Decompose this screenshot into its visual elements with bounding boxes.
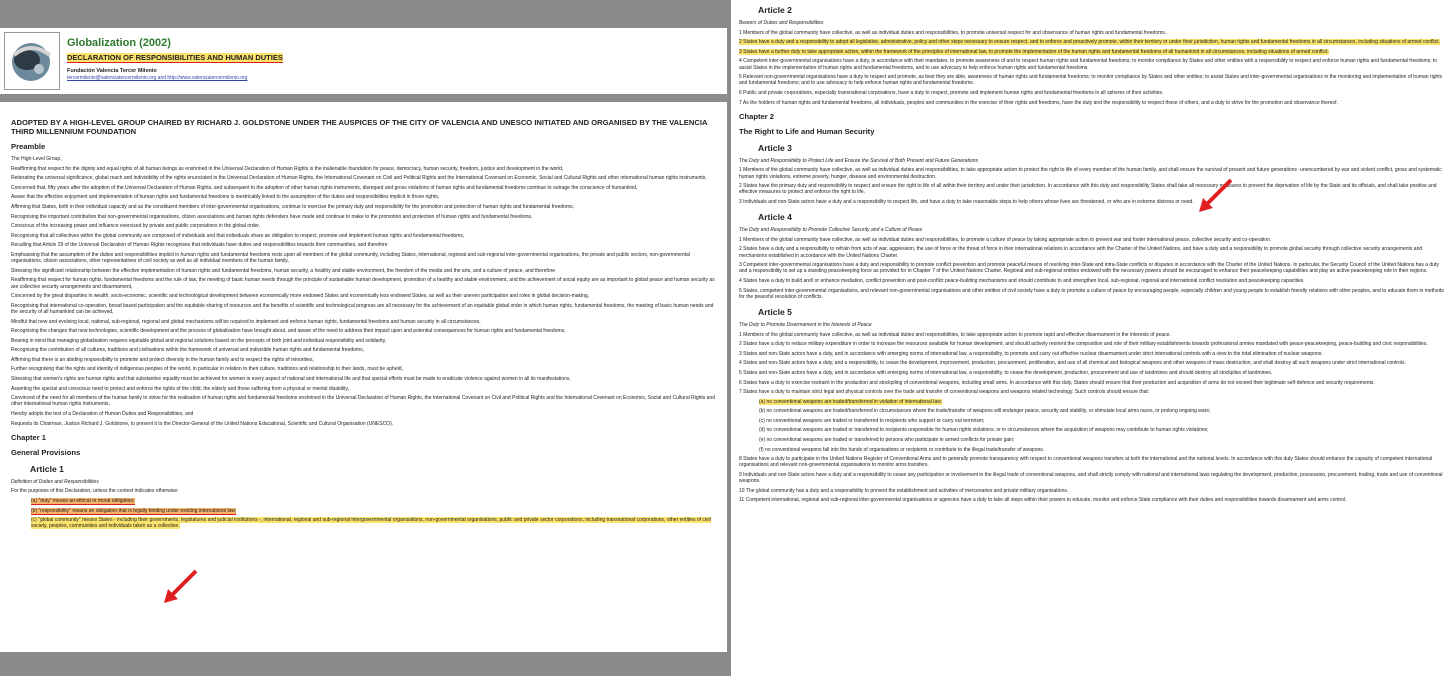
article-paragraph: 5 States, competent inter-governmental organisations, and relevant non-governmental organisations and other entities of civil society have a duty to promote a culture of peace by encouraging people, especially children and young people to establish friendly relations with other peoples, and to educate them in methods for the peaceful resolution of conflicts. (739, 287, 1444, 300)
preamble-paragraph: Affirming that there is an abiding responsibility to promote and protect diversity in the human family and to respect the rights of minorities, (11, 356, 314, 363)
article-paragraph: 2 States have the primary duty and responsibility to respect and ensure the right to life of all within their territory and under their jurisdiction. In accordance with this duty and responsibility States shall take all necessary measures to prevent the deprivation of life by the State and its officials, and shall take positive and effective measures to protect and enforce the right to life. (739, 183, 1437, 196)
preamble-paragraph: Recalling that Article 29 of the Universal Declaration of Human Rights recognises that individuals have duties and responsibilities towards their communities, and therefore (11, 242, 388, 249)
document-subtitle: DECLARATION OF RESPONSIBILITIES AND HUMAN DUTIES (67, 53, 283, 62)
preamble-paragraph: Reiterating the universal significance, global reach and indivisibility of the rights enunciated in the Universal Declaration of Human Rights, the International Covenant on Civil and Political Rights and the International Covenant on Economic, Social and Cultural Rights and other international human rights instruments, (11, 175, 707, 182)
chapter-heading: Chapter 1 (11, 432, 47, 442)
chapter-title: General Provisions (11, 447, 81, 457)
article-paragraph: 9 Individuals and non-State actors have a duty and a responsibility to cease any participation or involvement in the illegal trade of conventional weapons, and shall strictly comply with national and international laws regulating the development, production, possession, procurement, trading, trade and use of conventional weapons. (739, 472, 1443, 485)
preamble-paragraph: Affirming that States, both in their individual capacity and as the constituent members of inter-governmental organisations, continue to exercise the primary duty and responsibility for the promotion and protection of human rights and fundamental freedoms, (11, 203, 574, 210)
list-item: (e) no conventional weapons are traded or transferred to persons who participate in armed conflicts for private gain; (759, 437, 1015, 444)
list-item: (f) no conventional weapons fall into the hands of organisations or recipients or contribute to the illegal trade/transfer of weapons. (759, 446, 1045, 453)
article-paragraph: 4 States have a duty to build and/ or enhance mediation, conflict prevention and post-conflict peace-building mechanisms and should contribute to and strengthen local, sub-regional, regional and international conflict resolution and peacekeeping capacities. (739, 277, 1305, 284)
definition-item: (b) "responsibility" means an obligation that is legally binding under existing international law; (31, 507, 237, 514)
list-item: (d) no conventional weapons are traded or transferred to recipients responsible for human rights violations, or in circumstances where the acquisition of weapons may contribute to human rights violations; (759, 427, 1209, 434)
article-paragraph: 7 States have a duty to maintain strict legal and physical controls over the trade and transfer of conventional weapons and weapons related technology. Such controls should ensure that: (739, 389, 1150, 396)
article-paragraph: 6 States have a duty to exercise restraint in the production and stockpiling of conventional weapons, including small arms. In accordance with this duty, States should ensure that their production and acquisition of arms do not exceed their legitimate self-defence and security requirements. (739, 379, 1375, 386)
article-paragraph: 1 Members of the global community have collective, as well as individual duties and responsibilities, to promote universal respect for and observance of human rights and fundamental freedoms. (739, 29, 1167, 36)
article-paragraph: 3 Individuals and non-State actors have a duty and a responsibility to respect life, and have a duty to take reasonable steps to help others whose lives are threatened, or who are in extreme distress or need. (739, 198, 1194, 205)
article-paragraph: 3 States have a further duty to take appropriate action, within the framework of the principles of international law, to promote the implementation of the human rights and fundamental freedoms of all humankind in all circumstances, including situations of armed conflict. (739, 48, 1329, 55)
preamble-paragraph: Recognising that all collectives within the global community are composed of individuals and that individuals share an obligation to respect, promote and implement human rights and fundamental freedoms, (11, 232, 465, 239)
preamble-paragraph: Hereby adopts the text of a Declaration of Human Duties and Responsibilities, and (11, 411, 194, 418)
article-paragraph: 6 Public and private corporations, especially transnational corporations, have a duty to respect, promote and implement human rights and fundamental freedoms in all spheres of their activities. (739, 89, 1164, 96)
document-title: Globalization (2002) (67, 37, 171, 49)
document-header (0, 28, 727, 94)
red-arrow-icon (160, 567, 200, 607)
article-heading: Article 5 (758, 306, 792, 317)
preamble-paragraph: Requests its Chairman, Justice Richard J. Goldstone, to present it to the Director-General of the United Nations Educational, Scientific and Cultural Organisation (UNESCO). (11, 420, 394, 427)
article-paragraph: 4 States and non-State actors have a duty, and a responsibility, to cease the development, improvement, production, procurement, proliferation, and use of all chemical and biological weapons and other weapons of mass destruction, and shall destroy all such weapons under strict international controls. (739, 360, 1406, 367)
list-item: (b) no conventional weapons are traded/transferred in circumstances where the trade/transfer of weapons will endanger peace, security and stability, or stimulate local arms races, or prolong ongoing wars; (759, 408, 1211, 415)
preamble-paragraph: Emphasising that the assumption of the duties and responsibilities implicit in human rights and fundamental freedoms rests upon all members of the global community, including States, international, regional and sub-regional inter-governmental organisations, the private and public sectors, non-governmental organisations, citizen associations, other representatives of civil society as well as all individual members of the human family, (11, 251, 690, 265)
article-paragraph: 1 Members of the global community have collective, as well as individual duties and responsibilities, to take appropriate action to promote rapid and effective disarmament in the interests of peace. (739, 331, 1171, 338)
preamble-paragraph: Concerned that, fifty years after the adoption of the Universal Declaration of Human Rights, and subsequent to the adoption of other human rights instruments, disregard and gross violations of human rights and fundamental freedoms continue to outrage the conscience of humankind, (11, 184, 638, 191)
article-subtitle: Definition of Duties and Responsibilities (11, 478, 99, 485)
preamble-paragraph: Aware that the effective enjoyment and implementation of human rights and fundamental freedoms is inextricably linked to the assumption of the duties and responsibilities implicit in those rights, (11, 194, 440, 201)
article-paragraph: 2 States have a duty to reduce military expenditure in order to increase the resources available for human development, and should actively reorient the composition and role of their military establishments towards professional armies mandated with peace-peacekeeping, peace-building and civic responsibilities. (739, 341, 1428, 348)
article-paragraph: 8 States have a duty to participate in the United Nations Register of Conventional Arms and to generally promote transparency with respect to conventional weapons transfers at both the international and the national levels. In accordance with this duty States should enhance the capacity of competent international organisations and relevant non-governmental organisations to monitor arms transfers. (739, 456, 1433, 469)
preamble-paragraph: Further recognising that the rights and identity of indigenous peoples of the world, in particular in relation to their culture, traditions and relationship to their lands, must be upheld, (11, 366, 403, 373)
article-paragraph: 2 States have a duty and a responsibility to refrain from acts of war, aggression, the use of force or the threat of force in their international relations in accordance with the Charter of the United Nations, and have a duty and a responsibility to promote global security through collective security arrangements and mechanisms established in accordance with the United Nations Charter. (739, 246, 1423, 259)
adoption-title: ADOPTED BY A HIGH-LEVEL GROUP CHAIRED BY RICHARD J. GOLDSTONE UNDER THE AUSPICES OF THE CITY OF VALENCIA AND UNESCO INITIATED AND ORGANISED BY THE VALENCIA THIRD MILLENNIUM FOUNDATION (11, 118, 708, 136)
article-subtitle: The Duty and Responsibility to Promote Collective Security and a Culture of Peace (739, 227, 923, 234)
article-paragraph: 5 States and non-State actors have a duty, and in accordance with emerging norms of international law, a responsibility, to cease the development, production, procurement and use of landmines and should destroy all stockpiles of landmines. (739, 369, 1273, 376)
article-paragraph: 10 The global community has a duty and a responsibility to prevent the establishment and activities of mercenaries and private military organisations. (739, 487, 1069, 494)
list-item: (a) no conventional weapons are traded/transferred in violation of international law; (759, 398, 943, 405)
preamble-paragraph: The High-Level Group, (11, 156, 62, 162)
article-heading: Article 3 (758, 142, 792, 153)
article-paragraph: 3 Competent inter-governmental organisations have a duty and responsibility to promote conflict prevention and promote peaceful means of resolving inter-State and intra-State conflicts or disputes in accordance with the Charter of the United Nations. In particular, the Security Council of the United Nations has a duty and a responsibility to set up a standing peacekeeping force as provided for in Chapter 7 of the United Nations Charter. Regional and sub-regional entities endowed with the necessary powers should be encouraged to enhance their peacekeeping capabilities and play an active peacekeeping role in their regions. (739, 262, 1439, 275)
left-page (0, 102, 727, 652)
article-paragraph: 2 States have a duty and a responsibility to adopt all legislative, administrative, policy and other steps necessary to ensure respect, and to enforce and proactively promote, within their territory or under their jurisdiction, human rights and fundamental freedoms in all circumstances, including situations of armed conflict. (739, 39, 1440, 46)
preamble-paragraph: Concerned by the great disparities in wealth, socio-economic, scientific and technological development between economically more endowed States and economically less endowed States, as well as their uneven participation and roles in global decision-making, (11, 293, 590, 300)
preamble-paragraph: Stressing that women's rights are human rights and that substantive equality must be achieved for women in every aspect of national and international life and that special efforts must be made to eradicate violence against women in all its manifestations, (11, 376, 571, 383)
preamble-paragraph: Recognising the contribution of all cultures, traditions and civilisations within the framework of universal and indivisible human rights and fundamental freedoms, (11, 347, 364, 354)
definition-item: (c) "global community" means States - including their governments, legislatures and judicial institutions -, international, regional and sub-regional intergovernmental organisations, non-governmental organisations, public and private sector corporations, including transnational corporations, other entities of civil society, peoples, communities and individuals taken as a collective. (31, 517, 711, 530)
preamble-paragraph: Asserting the special and conscious need to protect and enforce the rights of the child, the elderly and those suffering from a physical or mental disability, (11, 385, 350, 392)
article-subtitle: The Duty and Responsibility to Protect Life and Ensure the Survival of Both Present and Future Generations (739, 157, 979, 164)
article-paragraph: 5 Relevant non-governmental organisations have a duty to respect and promote, as best they are able, awareness of human rights and fundamental freedoms; to monitor compliance by States and other entities; to assist States and inter-governmental organisations in the monitoring and implementation of human rights and fundamental freedoms; and to use advocacy to help enforce human rights and fundamental freedoms. (739, 74, 1443, 87)
article-paragraph: 1 Members of the global community have collective, as well as individual duties and responsibilities, to take appropriate action to protect the right to life of every member of the human family, and shall ensure the survival of present and future generations -unencumbered by war and violent conflict, gross and systematic human rights violations, extreme poverty, hunger, disease and environmental destruction. (739, 167, 1442, 180)
globe-logo-icon (4, 32, 60, 90)
preamble-paragraph: Stressing the significant relationship between the effective implementation of human rights and fundamental freedoms, human security, a healthy and stable environment, the freedom of the media and the arts, and a culture of peace, and therefore (11, 267, 556, 274)
preamble-paragraph: Convinced of the need for all members of the human family to strive for the realisation of human rights and fundamental freedoms enshrined in the Universal Declaration of Human Rights, the International Covenant on Civil and Political Rights and the International Covenant on Economic, Social and Cultural Rights and other international human rights instruments, (11, 395, 715, 408)
article-paragraph: 7 As the holders of human rights and fundamental freedoms, all individuals, peoples and communities in the exercise of their rights and freedoms, have the duty and the responsibility to respect those of others, and a duty to strive for the promotion and observance thereof. (739, 99, 1338, 106)
article-subtitle: The Duty to Promote Disarmament in the Interests of Peace (739, 321, 872, 328)
article-intro: For the purposes of this Declaration, unless the context indicates otherwise: (11, 488, 179, 495)
preamble-paragraph: Conscious of the increasing power and influence exercised by private and public corporations in the global order, (11, 223, 261, 230)
article-paragraph: 1 Members of the global community have collective, as well as individual duties and responsibilities, to promote a culture of peace by taking appropriate action to prevent war and foster international peace, collective security and co-operation. (739, 236, 1272, 243)
article-paragraph: 4 Competent inter-governmental organisations have a duty, in accordance with their mandates, to promote awareness of and to respect human rights and fundamental freedoms; to monitor compliance by States and other entities with a responsibility to respect and enforce human rights and fundamental freedoms; to assist States in the implementation of human rights and fundamental freedoms, and to use advocacy to help enforce human rights and fundamental freedoms. (739, 58, 1438, 71)
right-page (731, 0, 1456, 676)
list-item: (c) no conventional weapons are traded or transferred to recipients who support or carry out terrorism; (759, 417, 985, 424)
preamble-paragraph: Recognising the important contribution that non-governmental organisations, citizen associations and human rights defenders have made and continue to make to the promotion and protection of human rights and fundamental freedoms, (11, 213, 533, 220)
organisation-name: Fundación Valencia Tercer Milenio (67, 68, 157, 74)
article-subtitle: Bearers of Duties and Responsibilities (739, 20, 824, 26)
article-paragraph: 11 Competent international, regional and sub-regional inter-governmental organisations or agencies have a duty to take all steps within their powers to educate, monitor and enforce State compliance with their duties and responsibilities towards disarmament and arms control. (739, 497, 1347, 504)
preamble-paragraph: Reaffirming that respect for the dignity and equal rights of all human beings as enshrined in the Universal Declaration of Human Rights is the inalienable foundation for peace, democracy, human security, freedom, justice and development in the world, (11, 165, 564, 172)
definition-item: (a) "duty" means an ethical or moral obligation; (31, 498, 135, 505)
preamble-paragraph: Bearing in mind that managing globalisation requires equitable global and regional solutions based on the precepts of both joint and individual responsibility and solidarity, (11, 337, 387, 344)
article-heading: Article 4 (758, 212, 792, 223)
article-heading: Article 2 (758, 5, 792, 15)
preamble-heading: Preamble (11, 142, 46, 151)
red-arrow-icon (1195, 176, 1235, 216)
preamble-paragraph: Mindful that new and evolving local, national, sub-regional, regional and global mechanisms will be required to implement and enforce human rights, fundamental freedoms and human security in all circumstances, (11, 318, 481, 325)
preamble-paragraph: Recognising that international co-operation, broad based participation and the equitable sharing of resources and the benefits of scientific and technological progress are all necessary for the achievement of an equitable global order in which human rights, fundamental freedoms, the meeting of basic human needs and the security of all humankind can be achieved, (11, 302, 714, 315)
article-paragraph: 3 States and non-State actors have a duty, and in accordance with emerging norms of international law, a responsibility, to promote and carry out effective nuclear disarmament under strict international controls with a view to the total elimination of nuclear weapons. (739, 350, 1323, 357)
preamble-paragraph: Recognising the changes that new technologies, scientific development and the process of globalisation have brought about, and aware of the need to address their impact upon and potential consequences for human rights and fundamental freedoms, (11, 328, 566, 335)
article-heading: Article 1 (30, 463, 64, 474)
preamble-paragraph: Reaffirming that respect for human rights, fundamental freedoms and the rule of law, the meeting of basic human needs through the principle of sustainable human development, promotion of a healthy and stable environment, and the achievement of social equity are as important to global peace and human security as are collective security arrangements and disarmament, (11, 277, 715, 290)
chapter-heading: Chapter 2 (739, 111, 775, 121)
chapter-title: The Right to Life and Human Security (739, 126, 875, 136)
contact-links[interactable]: tercermilenio@valenciatercermilenio.org and http://www.valenciatercermilenio.org (67, 75, 248, 81)
